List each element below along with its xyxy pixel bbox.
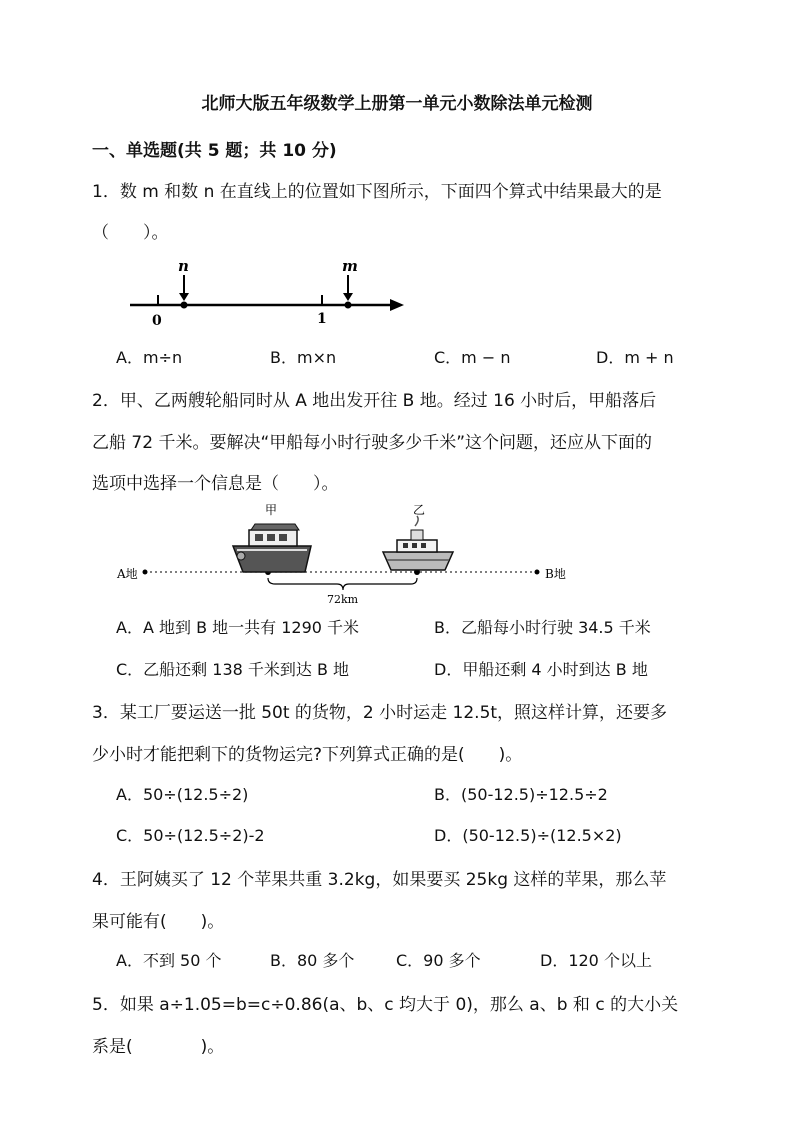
label-n: n — [178, 257, 189, 275]
tick-label-one: 1 — [317, 311, 327, 327]
section-heading: 一、单选题(共 5 题；共 10 分) — [92, 141, 337, 161]
q5-text-line2: 系是( )。 — [92, 1037, 225, 1057]
point-m — [345, 302, 352, 309]
q2-option-d: D．甲船还剩 4 小时到达 B 地 — [434, 660, 648, 679]
page-title: 北师大版五年级数学上册第一单元小数除法单元检测 — [201, 94, 593, 114]
q3-option-c: C．50÷(12.5÷2)-2 — [116, 826, 265, 845]
q2-option-a: A．A 地到 B 地一共有 1290 千米 — [116, 618, 360, 637]
ships-figure — [115, 500, 585, 610]
q2-option-b: B．乙船每小时行驶 34.5 千米 — [434, 618, 651, 637]
ship-jia-label: 甲 — [265, 503, 278, 517]
point-n — [181, 302, 188, 309]
q3-text-line1: 3．某工厂要运送一批 50t 的货物，2 小时运走 12.5t，照这样计算，还要多 — [92, 703, 668, 723]
ship-yi-icon — [383, 516, 453, 570]
q2-text-line3: 选项中选择一个信息是（ ）。 — [92, 474, 339, 494]
label-a: A地 — [117, 567, 138, 581]
q2-option-c: C．乙船还剩 138 千米到达 B 地 — [116, 660, 350, 679]
q1-option-c: C．m − n — [434, 348, 511, 367]
q1-option-a: A．m÷n — [116, 348, 183, 367]
ship-jia-icon — [233, 524, 311, 572]
q4-option-b: B．80 多个 — [270, 951, 355, 970]
label-m: m — [342, 257, 358, 275]
q3-text-line2: 少小时才能把剩下的货物运完?下列算式正确的是( )。 — [92, 745, 523, 765]
q4-text-line2: 果可能有( )。 — [92, 912, 225, 932]
q1-option-d: D．m + n — [596, 348, 674, 367]
distance-label: 72km — [327, 593, 359, 606]
label-b: B地 — [545, 567, 566, 581]
q3-option-b: B．(50-12.5)÷12.5÷2 — [434, 785, 608, 804]
q3-option-a: A．50÷(12.5÷2) — [116, 785, 249, 804]
q4-option-c: C．90 多个 — [396, 951, 481, 970]
arrowhead — [390, 299, 404, 311]
ship-yi-label: 乙 — [413, 503, 426, 517]
tick-label-zero: 0 — [152, 313, 162, 329]
number-line-figure — [120, 255, 420, 330]
q1-option-b: B．m×n — [270, 348, 337, 367]
q5-text-line1: 5．如果 a÷1.05=b=c÷0.86(a、b、c 均大于 0)，那么 a、b 和 c 的大小关 — [92, 995, 679, 1015]
distance-brace — [268, 578, 417, 590]
q3-option-d: D．(50-12.5)÷(12.5×2) — [434, 826, 622, 845]
q4-option-a: A．不到 50 个 — [116, 951, 222, 970]
q4-text-line1: 4．王阿姨买了 12 个苹果共重 3.2kg，如果要买 25kg 这样的苹果，那么苹 — [92, 870, 667, 890]
q4-option-d: D．120 个以上 — [540, 951, 652, 970]
q2-text-line2: 乙船 72 千米。要解决“甲船每小时行驶多少千米”这个问题，还应从下面的 — [92, 433, 653, 453]
q1-text-line2: （ ）。 — [92, 223, 169, 243]
q1-text-line1: 1．数 m 和数 n 在直线上的位置如下图所示，下面四个算式中结果最大的是 — [92, 182, 662, 202]
q2-text-line1: 2．甲、乙两艘轮船同时从 A 地出发开往 B 地。经过 16 小时后，甲船落后 — [92, 391, 657, 411]
